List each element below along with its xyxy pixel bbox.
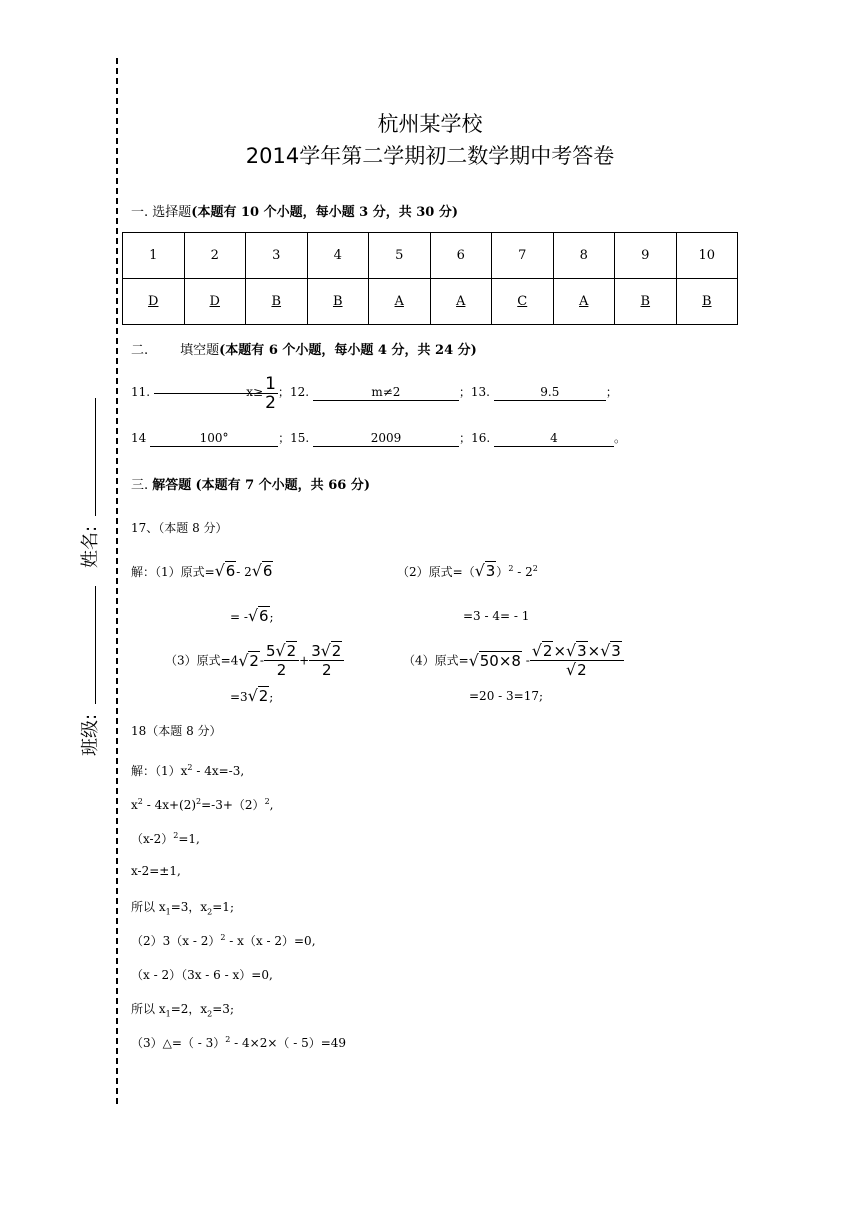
question-number: 3 (246, 233, 308, 279)
q12-label: 12. (289, 385, 310, 399)
q13-label: 13. (470, 385, 490, 399)
class-line (95, 586, 96, 704)
q17-result3: =3√2; (230, 686, 274, 705)
sqrt-2: √2 (238, 650, 259, 670)
question-number: 10 (676, 233, 738, 279)
q12-answer: m≠2 (313, 384, 459, 401)
sqrt-2: √2 (247, 686, 269, 705)
q18-line: x-2=±1, (131, 864, 181, 878)
q17-heading: 17、（本题 8 分） (131, 521, 228, 535)
question-number: 6 (430, 233, 492, 279)
sqrt-50x8: √50×8 (468, 650, 521, 670)
table-row-answers (123, 279, 738, 325)
q14-label: 14 (131, 431, 147, 445)
q18-line: $(x-2)^2=1$, (131, 831, 200, 846)
q17-part3: （3）原式=4√2- $\frac{5√2}{2}$ + $\frac{3√2}{2}$ (165, 642, 344, 679)
q11-fraction: $\frac{1}{2}$ (265, 374, 276, 413)
q17-result1: = -√6; (230, 606, 274, 625)
name-line (95, 398, 96, 516)
q18-line: （x - 2）（3x - 6 - x）=0, (131, 968, 273, 982)
q17-part2: （2）原式$=(√3)^2 - 2^2$ (397, 561, 538, 580)
question-number: 1 (123, 233, 185, 279)
answer-cell: C (517, 294, 528, 309)
section2-note: (本题有 6 个小题，每小题 4 分，共 24 分) (219, 343, 477, 358)
answer-cell: B (332, 294, 343, 309)
answer-cell: D (209, 294, 220, 309)
q17-result4: =20 - 3=17; (469, 689, 544, 703)
question-number: 7 (492, 233, 554, 279)
section1-title: 选择题 (152, 205, 192, 220)
q18-line: （2）3（x - 2）$^2$ - x（x - 2）=0, (131, 933, 316, 948)
fraction-3sqrt2-over-2: $\frac{3√2}{2}$ (309, 642, 344, 679)
q14-answer: 100° (150, 430, 278, 447)
table-row-numbers (123, 233, 738, 279)
sqrt-6: √6 (247, 606, 269, 625)
q13-answer: 9.5 (494, 384, 606, 401)
answer-cell: A (394, 294, 404, 309)
answer-cell: A (579, 294, 589, 309)
answer-cell: B (271, 294, 282, 309)
sqrt-6: √6 (214, 561, 236, 580)
answer-table (122, 232, 738, 325)
sqrt-6: √6 (251, 561, 273, 580)
q11-label: 11. (131, 385, 151, 399)
exam-title: 2014学年第二学期初二数学期中考答卷 (245, 144, 615, 168)
section1-heading (131, 201, 458, 220)
q18-line: 所以 $x_1=3$，$x_2=1$; (131, 900, 234, 917)
class-label: 班级: (80, 713, 101, 756)
section2-title: 填空题 (180, 343, 220, 358)
answer-cell: A (456, 294, 466, 309)
question-number: 5 (369, 233, 431, 279)
question-number: 9 (615, 233, 677, 279)
q15-label: 15. (290, 431, 310, 445)
section1-number: 一. (131, 205, 149, 220)
question-number: 2 (184, 233, 246, 279)
name-label: 姓名: (80, 525, 101, 568)
section3-number: 三. (131, 478, 149, 493)
answer-cell: B (701, 294, 712, 309)
q11-answer: x≥ $\frac{1}{2}$ (154, 375, 278, 394)
section1-note: (本题有 10 个小题，每小题 3 分，共 30 分) (191, 205, 458, 220)
q18-line: 解：$(1)x^2 - 4x=-3$, (131, 763, 245, 778)
fill-row-1: 11. x≥ $\frac{1}{2}$ ；12. m≠2 ；13. 9.5 ； (131, 374, 618, 413)
q17-result2: =3 - 4= - 1 (463, 609, 530, 623)
q18-line: 所以 $x_1=2$，$x_2=3$; (131, 1002, 234, 1019)
sqrt-3: √3 (474, 561, 496, 580)
section2-number: 二. (131, 343, 149, 358)
fraction-sqrt-product-over-sqrt2: $\frac{√2\times√3\times√3}{√2}$ (530, 642, 624, 679)
section2-heading (131, 339, 477, 358)
fraction-5sqrt2-over-2: $\frac{5√2}{2}$ (264, 642, 299, 679)
q16-label: 16. (471, 431, 491, 445)
question-number: 8 (553, 233, 615, 279)
answer-cell: D (148, 294, 159, 309)
binding-dashed-line (116, 58, 118, 1104)
fill-row-2: 14 100° ；15. 2009 ；16. 4 。 (131, 431, 626, 445)
q18-line: （3）△=（ - 3）$^2$ - 4×2×（ - 5）=49 (131, 1035, 347, 1050)
q18-heading: 18（本题 8 分） (131, 724, 222, 738)
q17-part1: 解：（1）原式=√6- 2√6 (131, 561, 273, 580)
answer-cell: B (640, 294, 651, 309)
q16-answer: 4 (494, 430, 614, 447)
section3-note: (本题有 7 个小题，共 66 分) (195, 478, 370, 493)
question-number: 4 (307, 233, 369, 279)
section3-heading (131, 474, 370, 493)
school-title: 杭州某学校 (377, 112, 483, 136)
section3-title: 解答题 (152, 478, 192, 493)
q15-answer: 2009 (313, 430, 459, 447)
q17-part4: （4）原式=√50×8 - $\frac{√2\times√3\times√3}{√2}$ (403, 642, 624, 679)
q18-line: $x^2 - 4x+(2)^2=-3+(2)^2$, (131, 797, 274, 812)
